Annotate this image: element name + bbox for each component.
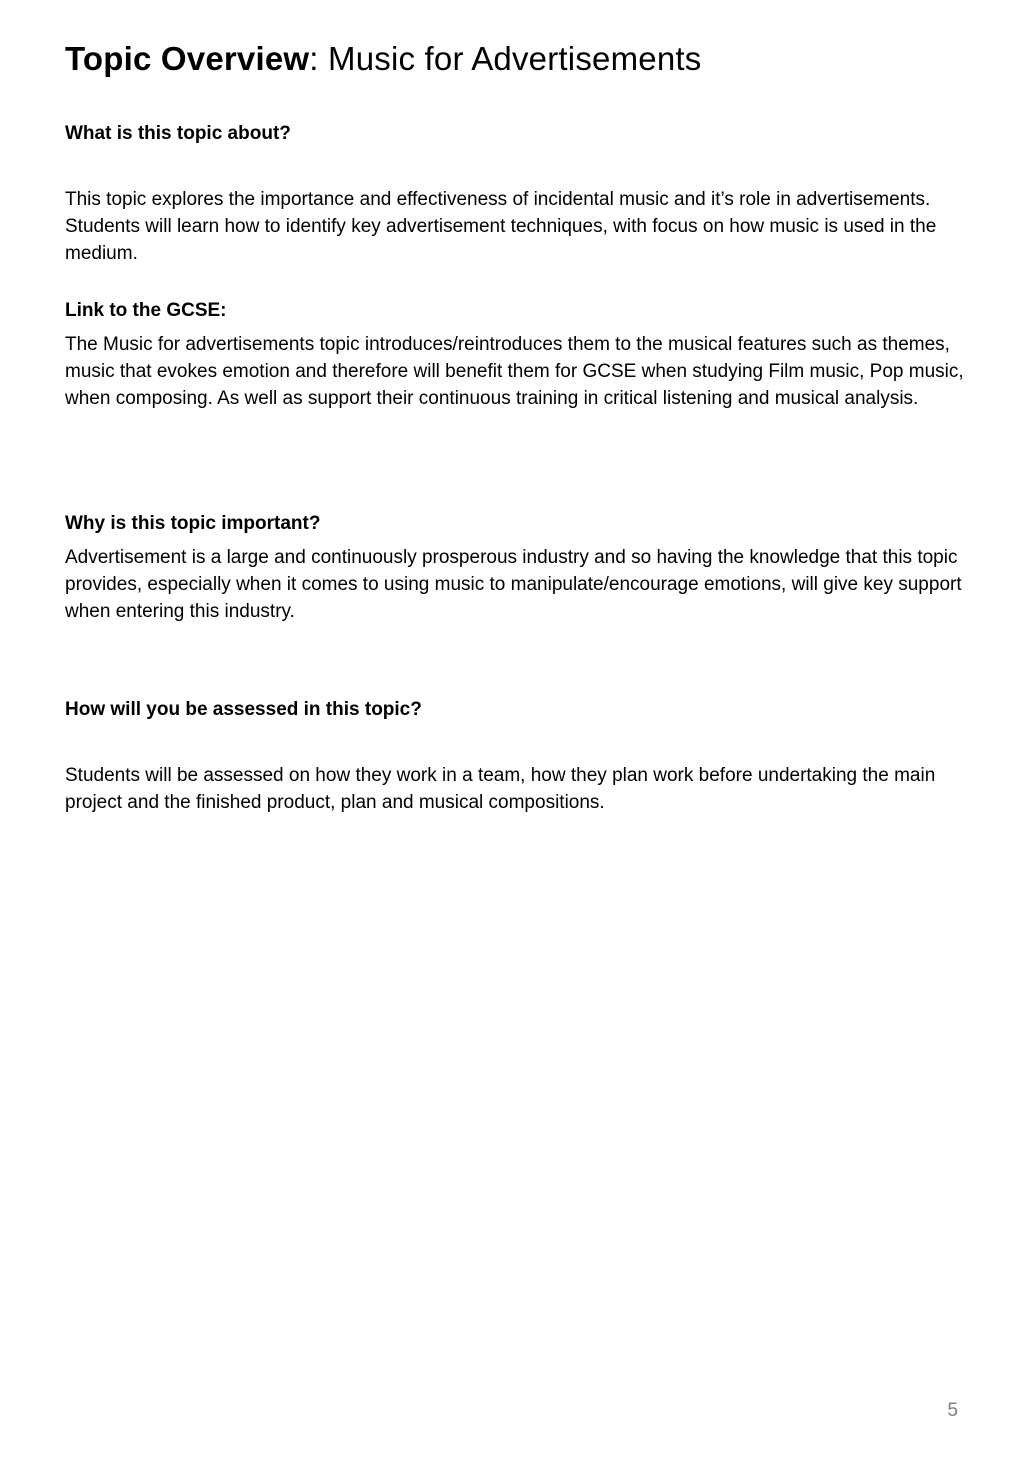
page-title	[65, 38, 701, 80]
section-body-assessment: Students will be assessed on how they work in a team, how they plan work before undertaking the main project and the finished product, plan and musical compositions.	[65, 765, 936, 814]
section-heading-about: What is this topic about?	[65, 123, 291, 144]
section-body-about: This topic explores the importance and effectiveness of incidental music and it’s role in advertisements. Students will learn how to identify key advertisement techniques, with focus on how music is used in the medium.	[65, 189, 937, 265]
section-heading-gcse-link: Link to the GCSE:	[65, 300, 227, 321]
section-heading-assessment: How will you be assessed in this topic?	[65, 699, 422, 720]
section-body-importance: Advertisement is a large and continuously prosperous industry and so having the knowledge that this topic provides, especially when it comes to using music to manipulate/encourage emotions, will give key support when entering this industry.	[65, 547, 962, 623]
section-heading-importance: Why is this topic important?	[65, 513, 321, 534]
page-number: 5	[947, 1400, 958, 1421]
page-title-bold: Topic Overview	[65, 40, 310, 77]
page-title-subject: : Music for Advertisements	[309, 40, 702, 77]
section-body-gcse-link: The Music for advertisements topic introduces/reintroduces them to the musical features such as themes, music that evokes emotion and therefore will benefit them for GCSE when studying Film music, Pop music, when composing. As well as support their continuous training in critical listening and musical analysis.	[65, 334, 964, 410]
